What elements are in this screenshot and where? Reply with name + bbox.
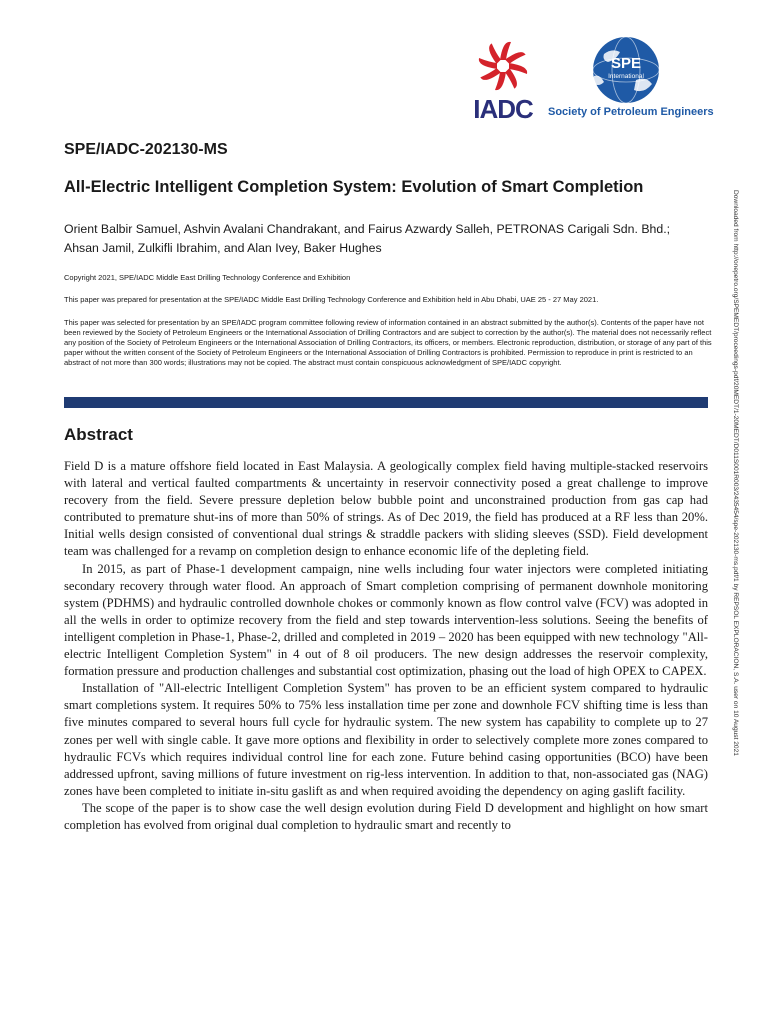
abstract-paragraph: The scope of the paper is to show case the well design evolution during Field D development and highlight on how smart completion has evolved from original dual completion to hydraulic smart and recently to (64, 800, 708, 832)
review-disclaimer: This paper was selected for presentation by an SPE/IADC program committee following review of information contained in an abstract submitted by the author(s). Contents of the paper have not been reviewed by the Society of Petroleum Engineers or the International Association of Drilling Contractors and are subject to correction by the author(s). The material does not necessarily reflect any position of the Society of Petroleum Engineers or the International Association of Drilling Contractors, its officers, or members. Electronic reproduction, distribution, or storage of any part of this paper without the written consent of the Society of Petroleum Engineers or the International Association of Drilling Contractors is prohibited. Permission to reproduce in print is restricted to an abstract of not more than 300 words; illustrations may not be copied. The abstract must contain conspicuous acknowledgment of SPE/IADC copyright. (64, 318, 712, 367)
iadc-logo (468, 36, 538, 126)
iadc-wordmark: IADC (473, 94, 533, 124)
abstract-body (64, 458, 708, 834)
spe-logo (548, 36, 714, 128)
download-watermark-text: Downloaded from http://onepetro.org/SPEMEDT/proceedings-pdf/20MEDT/1-20MEDT/D011S001R003/2435454/spe-202130-ms.pdf/1 by REPSOL EXPLORACION, S.A. user on 10 August 2021 (732, 190, 739, 756)
section-divider (64, 397, 708, 408)
spe-badge-subtext: International (608, 73, 644, 80)
presentation-note: This paper was prepared for presentation at the SPE/IADC Middle East Drilling Technology Conference and Exhibition held in Abu Dhabi, UAE 25 - 27 May 2021. (64, 295, 599, 304)
abstract-paragraph: Field D is a mature offshore field located in East Malaysia. A geologically complex field having multiple-stacked reservoirs with lateral and vertical faulted compartments & uncertainty in reservoir connectivity posed a great challenge to improve recovery from the field. Severe pressure depletion below bubble point and unconstrained production from gas cap had contributed to premature shut-ins of more than 50% of strings. As of Dec 2019, the field has produced at a RF less than 20%. Initial wells design consisted of conventional dual strings & straddle packers with sliding sleeves (SSD). Field development team was challenged for a revamp on completion design to enhance economic life of the depleting field. (64, 459, 708, 559)
abstract-paragraph: Installation of "All-electric Intelligent Completion System" has proven to be an efficient system compared to hydraulic smart completions system. It requires 50% to 75% less installation time per zone and downhole FCV shifting time is less than five minutes compared to several hours full cycle for hydraulic system. The new system has capability to complete up to 27 zones per well with single cable. It gave more options and flexibility in order to selectively complete more zones compared to hydraulic FCVs which requires individual control line for each zone. Future behind casing opportunities (BCO) have been addressed upfront, saving millions of future investment on rig-less intervention. In addition to that, non-associated gas (NAG) zones have been completed to initiate in-situ gaslift as and when required avoiding the dependency on aging gaslift facility. (64, 681, 708, 798)
copyright-notice: Copyright 2021, SPE/IADC Middle East Drilling Technology Conference and Exhibition (64, 273, 351, 282)
spe-badge-text: SPE (610, 55, 642, 72)
abstract-paragraph: In 2015, as part of Phase-1 development campaign, nine wells including four water injectors were completed initiating secondary recovery through water flood. An approach of Smart completion comprising of permanent downhole monitoring system (PDHMS) and hydraulic controlled downhole chokes or commonly known as flow control valve (FCV) was adopted in all the wells in order to optimize recovery from the field and step towards intervention-less solutions. Seeing the benefits of intelligent completion in Phase-1, Phase-2, drilled and completed in 2019 – 2020 has been equipped with new technology "All-electric Intelligent Completion System" in 4 out of 8 oil producers. The new design addresses the reservoir complexity, formation pressure and production challenges and substantial cost optimization, phasing out the load of high OPEX to CAPEX. (64, 561, 708, 679)
abstract-heading: Abstract (64, 425, 133, 444)
spe-wordmark: Society of Petroleum Engineers (548, 106, 714, 118)
paper-id: SPE/IADC-202130-MS (64, 141, 228, 158)
spe-globe-icon (564, 36, 688, 104)
author-list: Orient Balbir Samuel, Ashvin Avalani Chandrakant, and Fairus Azwardy Salleh, PETRONAS Carigali Sdn. Bhd.; Ahsan Jamil, Zulkifli Ibrahim, and Alan Ivey, Baker Hughes (64, 222, 671, 255)
logo-area (468, 36, 714, 128)
download-watermark (727, 190, 739, 830)
paper-title: All-Electric Intelligent Completion System: Evolution of Smart Completion (64, 178, 644, 196)
iadc-star-icon (468, 36, 538, 96)
